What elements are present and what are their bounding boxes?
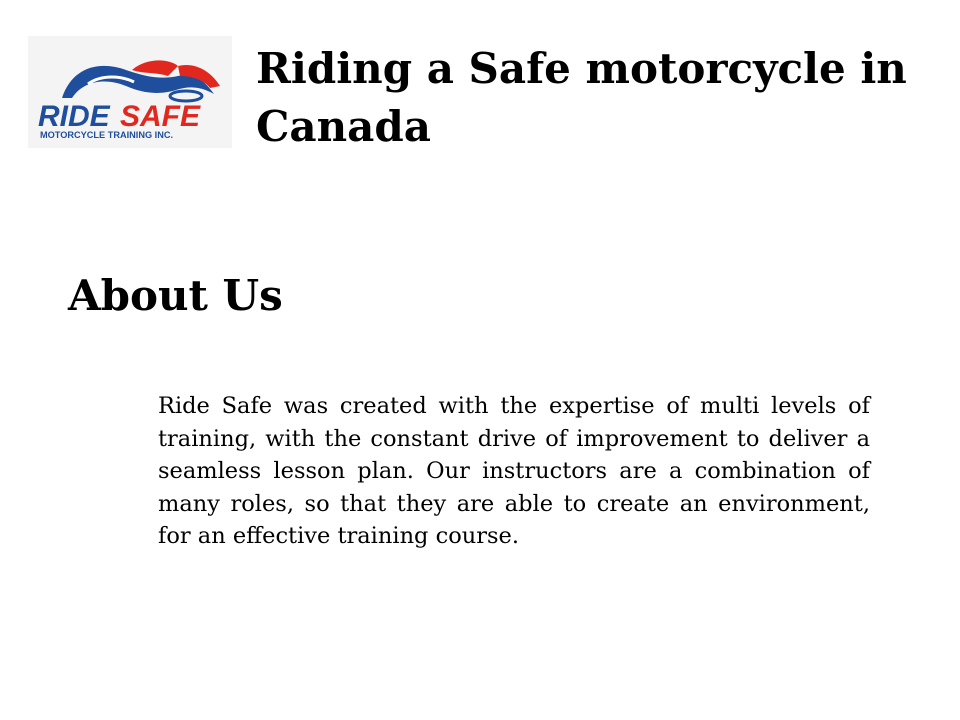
logo-brand-left: RIDE [38,100,110,133]
logo-subtitle: MOTORCYCLE TRAINING INC. [40,130,174,140]
page-title: Riding a Safe motorcycle in Canada [256,44,907,151]
section-heading: About Us [68,271,283,320]
about-paragraph: Ride Safe was created with the expertise of multi levels of training, with the constant drive of improvement to deliver a seamless lesson plan. Our instructors are a combination of many roles, so that they are able to create an environment, for an effective training course. [158,393,870,549]
ridesafe-logo [28,36,232,148]
motorcycle-logo-icon [28,36,232,148]
logo-brand-right: SAFE [120,100,201,133]
